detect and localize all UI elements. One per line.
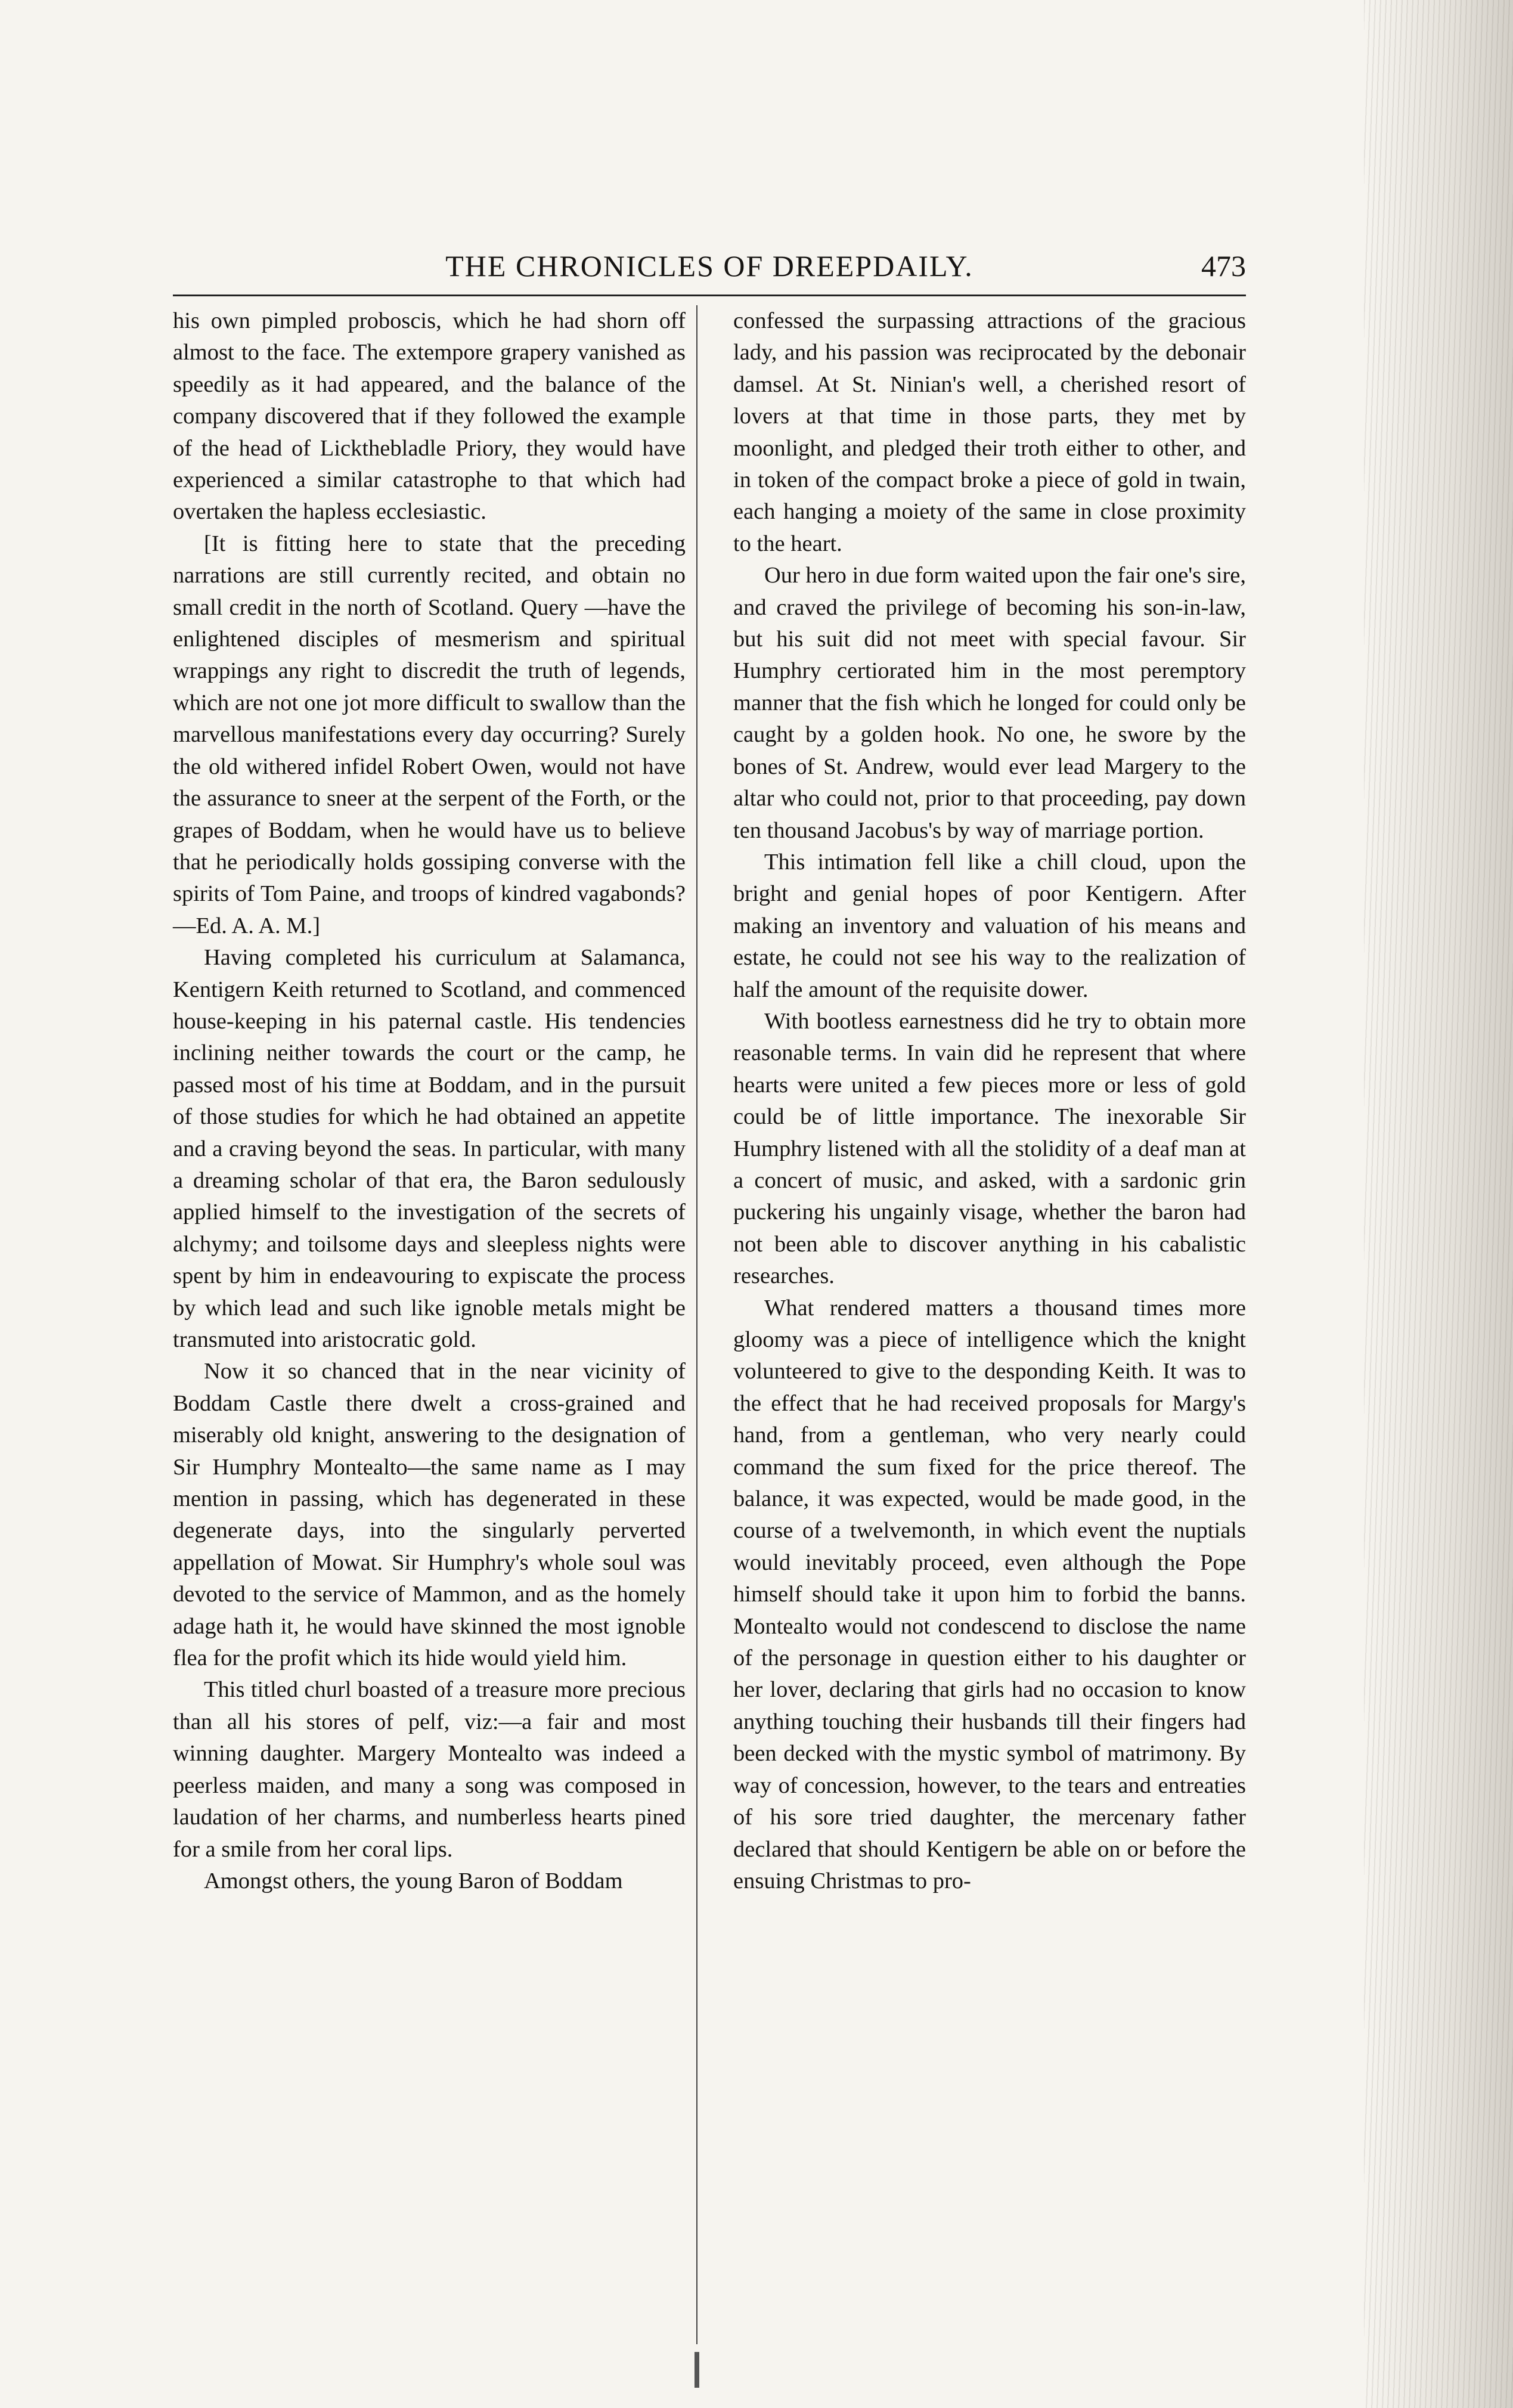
scan-edge-shadow (1364, 0, 1513, 2408)
column-divider (696, 305, 697, 2344)
paragraph: Our hero in due form waited upon the fair one's sire, and craved the privilege of becoming his son-in-law, but his suit did not meet with special favour. Sir Humphry certiorated him in the most peremptory manner that the fish which he longed for could only be caught by a golden hook. No one, he swore by the bones of St. Andrew, would ever lead Margery to the altar who could not, prior to that proceeding, pay down ten thousand Jacobus's by way of marriage portion. (733, 563, 1246, 843)
paragraph: What rendered matters a thousand times more gloomy was a piece of intelligence which the knight volunteered to give to the desponding Keith. It was to the effect that he had received proposals for Margy's hand, from a gentleman, who very nearly could command the sum fixed for the price thereof. The balance, it was expected, would be made good, in the course of a twelvemonth, in which event the nuptials would inevitably proceed, even although the Pope himself should take it upon him to forbid the banns. Montealto would not condescend to disclose the name of the personage in question either to his daughter or her lover, declaring that girls had no occasion to know anything touching their husbands till their fingers had been decked with the mystic symbol of matrimony. By way of concession, however, to the tears and entreaties of his sore tried daughter, the mercenary father declared that should Kentigern be able on or before the ensuing Christmas to pro- (733, 1295, 1246, 1893)
right-column (733, 305, 1246, 1897)
paragraph: Having completed his curriculum at Salamanca, Kentigern Keith returned to Scotland, and commenced house-keeping in his paternal castle. His tendencies inclining neither towards the court or the camp, he passed most of his time at Boddam, and in the pursuit of those studies for which he had obtained an appetite and a craving beyond the seas. In particular, with many a dreaming scholar of that era, the Baron sedulously applied himself to the investigation of the secrets of alchymy; and toilsome days and sleepless nights were spent by him in endeavouring to expiscate the process by which lead and such like ignoble metals might be transmuted into aristocratic gold. (173, 945, 686, 1352)
paragraph: confessed the surpassing attractions of the gracious lady, and his passion was reciprocated by the debonair damsel. At St. Ninian's well, a cherished resort of lovers at that time in those parts, they met by moonlight, and pledged their troth either to other, and in token of the compact broke a piece of gold in twain, each hanging a moiety of the same in close proximity to the heart. (733, 308, 1246, 556)
page-header (173, 244, 1246, 292)
column-divider-tail (695, 2352, 699, 2388)
left-column (173, 305, 686, 1897)
running-title: THE CHRONICLES OF DREEPDAILY. (445, 249, 973, 283)
editor-note-paragraph: [It is fitting here to state that the preceding narrations are still currently recited, and obtain no small credit in the north of Scotland. Query —have the enlightened disciples of mesmerism and spiritual wrappings any right to discredit the truth of legends, which are not one jot more difficult to swallow than the marvellous manifestations every day occurring? Surely the old withered infidel Robert Owen, would not have the assurance to sneer at the serpent of the Forth, or the grapes of Boddam, when he would have us to believe that he periodically holds gossiping converse with the spirits of Tom Paine, and troops of kindred vagabonds?—Ed. A. A. M.] (173, 531, 686, 938)
paragraph: With bootless earnestness did he try to obtain more reasonable terms. In vain did he represent that where hearts were united a few pieces more or less of gold could be of little importance. The inexorable Sir Humphry listened with all the stolidity of a deaf man at a concert of music, and asked, with a sardonic grin puckering his ungainly visage, whether the baron had not been able to discover anything in his cabalistic researches. (733, 1008, 1246, 1289)
paragraph: Amongst others, the young Baron of Boddam (204, 1868, 623, 1893)
paragraph: This intimation fell like a chill cloud, upon the bright and genial hopes of poor Kentigern. After making an inventory and valuation of his means and estate, he could not see his way to the realization of half the amount of the requisite dower. (733, 849, 1246, 1002)
header-rule (173, 295, 1246, 296)
paragraph: Now it so chanced that in the near vicinity of Boddam Castle there dwelt a cross-grained and miserably old knight, answering to the designation of Sir Humphry Montealto—the same name as I may mention in passing, which has degenerated in these degenerate days, into the singularly perverted appellation of Mowat. Sir Humphry's whole soul was devoted to the service of Mammon, and as the homely adage hath it, he would have skinned the most ignoble flea for the profit which its hide would yield him. (173, 1359, 686, 1671)
page-number: 473 (1201, 249, 1246, 283)
paragraph: his own pimpled proboscis, which he had shorn off almost to the face. The extempore grapery vanished as speedily as it had appeared, and the balance of the company discovered that if they followed the example of the head of Lickthebladle Priory, they would have experienced a similar catastrophe to that which had overtaken the hapless ecclesiastic. (173, 308, 686, 525)
paragraph: This titled churl boasted of a treasure more precious than all his stores of pelf, viz:—a fair and most winning daughter. Margery Montealto was indeed a peerless maiden, and many a song was composed in laudation of her charms, and numberless hearts pined for a smile from her coral lips. (173, 1677, 686, 1862)
